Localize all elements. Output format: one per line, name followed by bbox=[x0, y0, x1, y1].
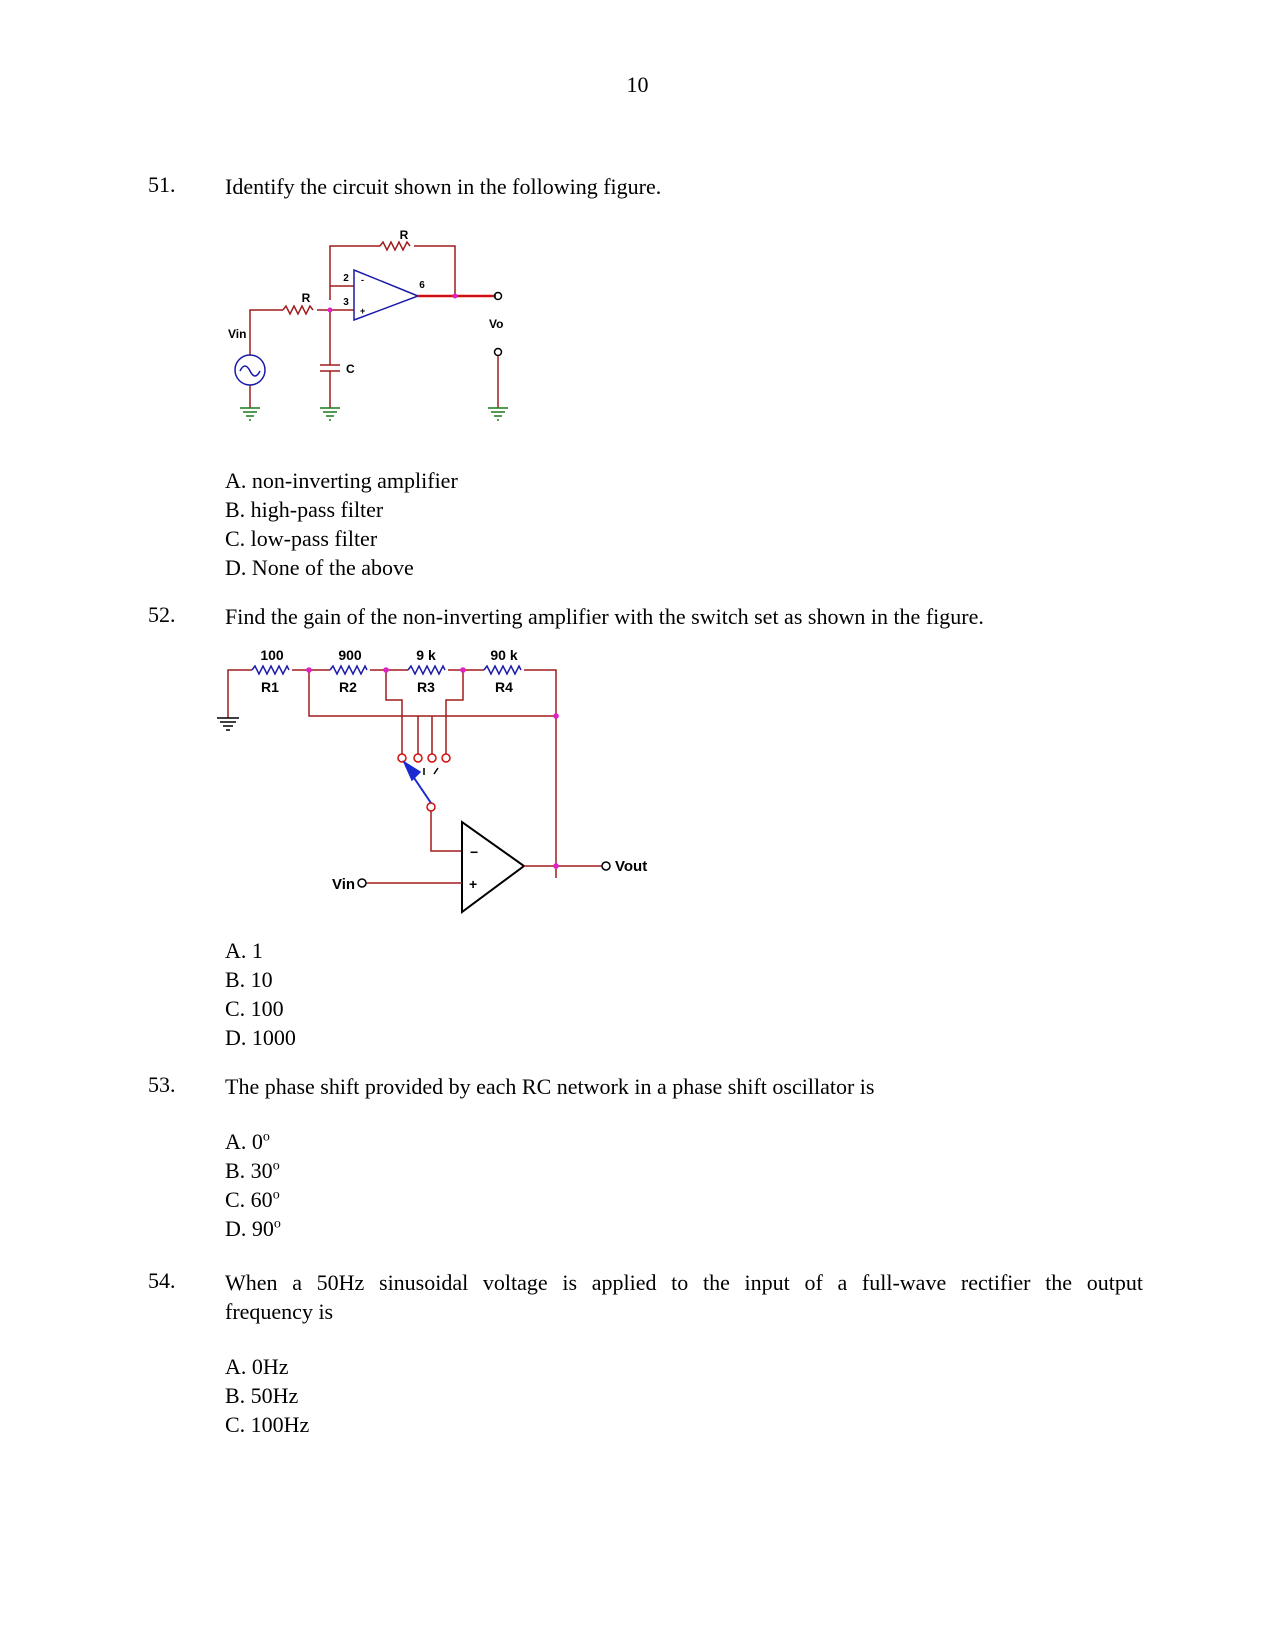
q52-switch-contact-4 bbox=[442, 754, 450, 762]
option-52-b[interactable]: B. 10 bbox=[225, 967, 273, 992]
q52-label-vin: Vin bbox=[332, 876, 356, 893]
q51-label-pin2: 2 bbox=[343, 273, 349, 284]
q51-label-r-feedback: R bbox=[399, 228, 409, 242]
question-54-number: 54. bbox=[148, 1268, 176, 1293]
q52-tap-wire-2 bbox=[386, 670, 402, 754]
q52-node bbox=[553, 863, 559, 869]
q51-label-r-input: R bbox=[301, 291, 311, 305]
question-53-options bbox=[225, 1127, 281, 1243]
q52-resistor-r4 bbox=[484, 666, 521, 674]
question-52-options bbox=[225, 936, 296, 1052]
option-54-b[interactable]: B. 50Hz bbox=[225, 1383, 299, 1408]
q52-node bbox=[383, 667, 389, 673]
q52-switch-contact-1 bbox=[398, 754, 406, 762]
question-51-text: Identify the circuit shown in the following figure. bbox=[225, 174, 662, 199]
q52-opamp bbox=[462, 822, 524, 912]
q52-label-plus: + bbox=[469, 876, 478, 892]
option-53-a-text: A. 0 bbox=[225, 1129, 263, 1154]
q52-switch-pivot bbox=[427, 803, 435, 811]
option-53-c[interactable] bbox=[225, 1185, 281, 1214]
q52-node bbox=[460, 667, 466, 673]
q52-vin-terminal bbox=[358, 879, 366, 887]
q52-label-minus: − bbox=[470, 844, 479, 860]
option-54-a[interactable]: A. 0Hz bbox=[225, 1354, 289, 1379]
q52-circuit bbox=[217, 666, 610, 912]
q52-label-r1-value: 100 bbox=[260, 647, 284, 663]
q52-label-vout: Vout bbox=[615, 858, 648, 875]
q51-label-cap: C bbox=[346, 362, 355, 376]
q52-vout-terminal bbox=[602, 862, 610, 870]
q51-label-minus: - bbox=[361, 275, 364, 285]
q52-tap-wire-3 bbox=[446, 670, 463, 754]
q52-resistor-r2 bbox=[330, 666, 367, 674]
option-53-c-text: C. 60 bbox=[225, 1187, 273, 1212]
q52-node bbox=[306, 667, 312, 673]
q51-label-pin6: 6 bbox=[419, 280, 425, 291]
q52-switch-contact-2 bbox=[414, 754, 422, 762]
q52-resistor-r3 bbox=[408, 666, 445, 674]
question-51-number: 51. bbox=[148, 172, 176, 197]
page-number: 10 bbox=[626, 72, 649, 97]
q51-label-plus: + bbox=[360, 306, 366, 316]
degree-symbol: o bbox=[272, 1158, 280, 1174]
question-54-text-line1: When a 50Hz sinusoidal voltage is applied to the input of a full-wave rectifier the output bbox=[225, 1270, 1143, 1295]
question-52-number: 52. bbox=[148, 602, 176, 627]
q52-tap-wire-4 bbox=[418, 716, 432, 754]
q52-label-r2: R2 bbox=[339, 679, 357, 695]
option-51-b[interactable]: B. high-pass filter bbox=[225, 497, 384, 522]
degree-symbol: o bbox=[272, 1187, 280, 1203]
question-52-text: Find the gain of the non-inverting amplifier with the switch set as shown in the figure. bbox=[225, 604, 984, 629]
q52-switch-contact-3 bbox=[428, 754, 436, 762]
q51-label-vo: Vo bbox=[489, 317, 504, 331]
q52-chain-wire bbox=[228, 670, 556, 878]
option-52-d[interactable]: D. 1000 bbox=[225, 1025, 296, 1050]
question-53-number: 53. bbox=[148, 1072, 176, 1097]
q52-label-r2-value: 900 bbox=[338, 647, 362, 663]
option-51-a[interactable]: A. non-inverting amplifier bbox=[225, 468, 458, 493]
option-53-d[interactable] bbox=[225, 1214, 281, 1243]
degree-symbol: o bbox=[273, 1216, 281, 1232]
q52-node bbox=[553, 713, 559, 719]
q51-label-pin3: 3 bbox=[343, 297, 349, 308]
q52-resistor-r1 bbox=[252, 666, 289, 674]
option-51-c[interactable]: C. low-pass filter bbox=[225, 526, 378, 551]
q52-inverting-wire bbox=[431, 811, 462, 851]
q52-label-r1: R1 bbox=[261, 679, 279, 695]
question-53-text: The phase shift provided by each RC network in a phase shift oscillator is bbox=[225, 1074, 875, 1099]
option-53-b-text: B. 30 bbox=[225, 1158, 273, 1183]
q52-label-r3: R3 bbox=[417, 679, 435, 695]
q51-label-vin: Vin bbox=[228, 327, 247, 341]
option-53-d-text: D. 90 bbox=[225, 1216, 274, 1241]
q52-ground bbox=[217, 718, 239, 730]
option-52-a[interactable]: A. 1 bbox=[225, 938, 263, 963]
option-53-a[interactable] bbox=[225, 1127, 281, 1156]
q52-label-r3-value: 9 k bbox=[416, 647, 436, 663]
option-51-d[interactable]: D. None of the above bbox=[225, 555, 414, 580]
q52-label-r4: R4 bbox=[495, 679, 513, 695]
degree-symbol: o bbox=[262, 1129, 270, 1145]
question-54-text-line2: frequency is bbox=[225, 1299, 334, 1324]
q52-label-r4-value: 90 k bbox=[490, 647, 518, 663]
option-53-b[interactable] bbox=[225, 1156, 281, 1185]
option-52-c[interactable]: C. 100 bbox=[225, 996, 284, 1021]
question-54-options bbox=[225, 1352, 309, 1439]
q52-switch-arrow bbox=[404, 762, 420, 780]
option-54-c[interactable]: C. 100Hz bbox=[225, 1412, 310, 1437]
